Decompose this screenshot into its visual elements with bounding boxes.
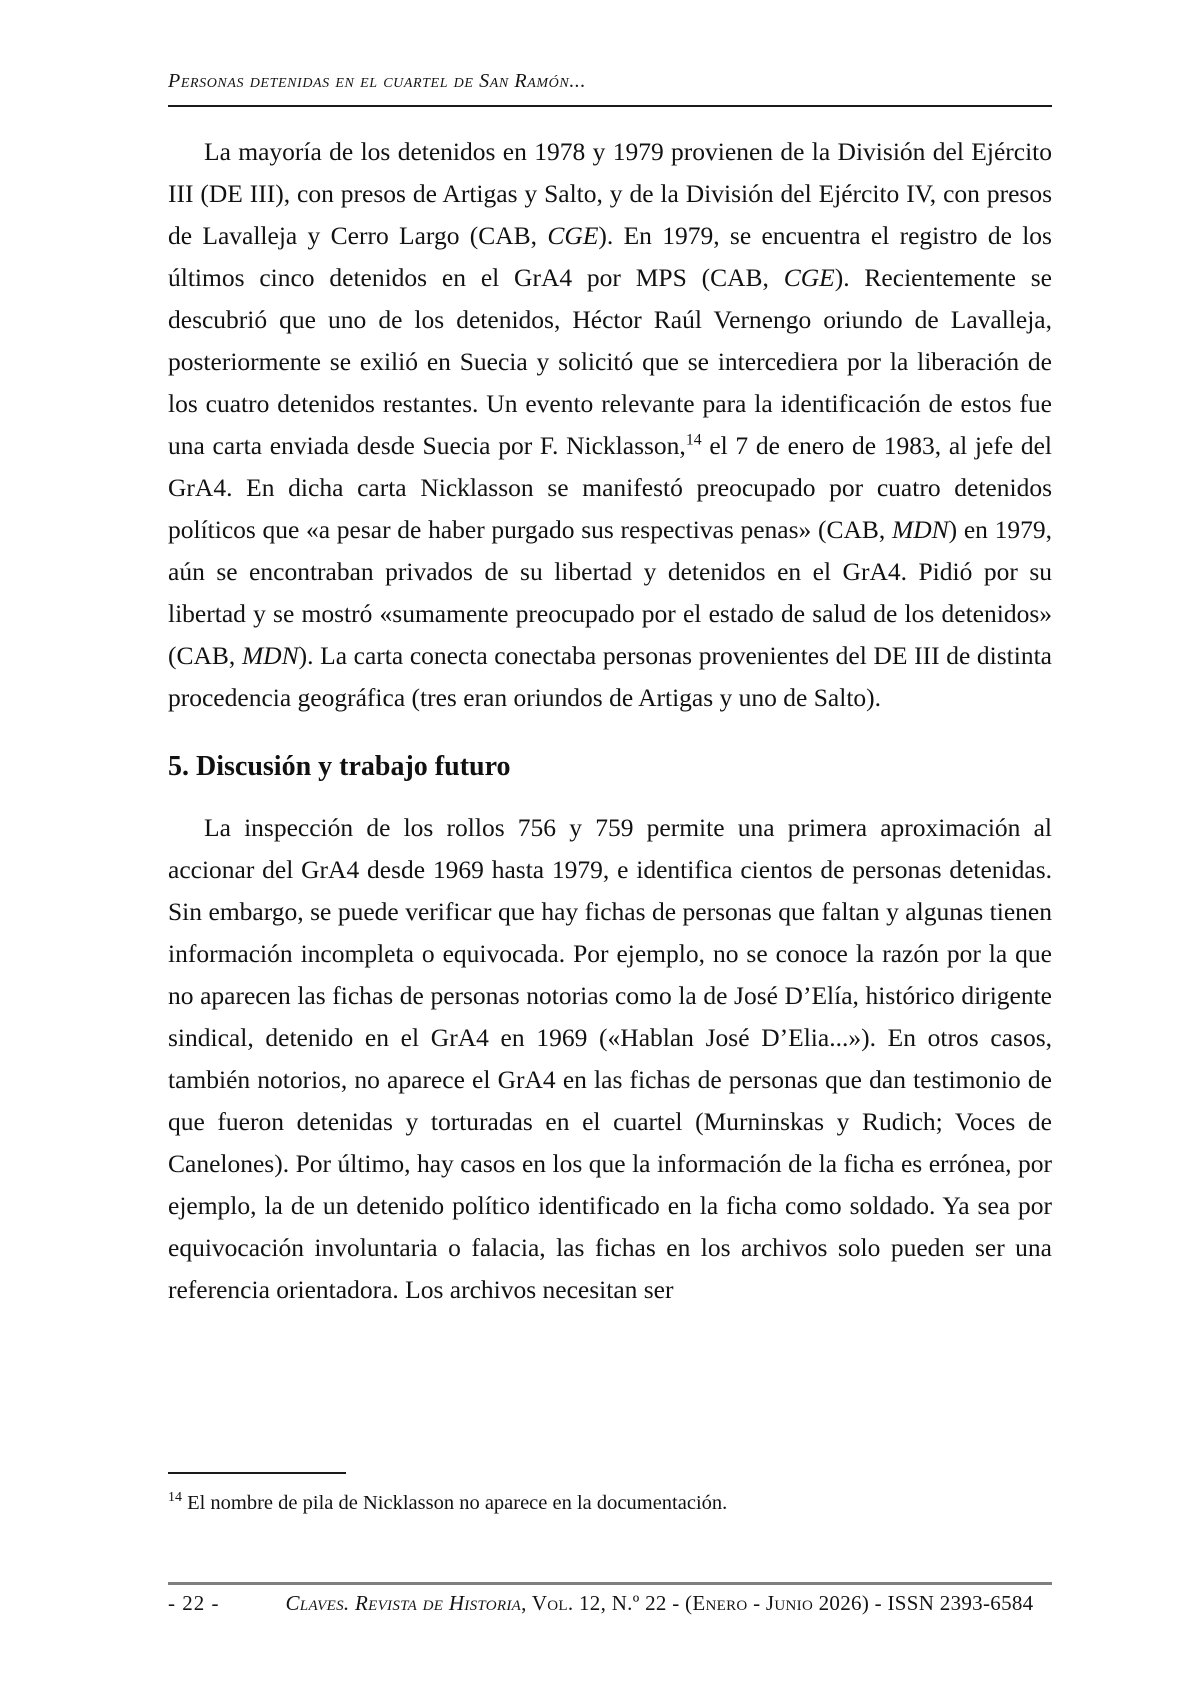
footnote-marker: 14 — [168, 1490, 182, 1506]
footer-line — [168, 1591, 1052, 1616]
journal-title: Claves. Revista de Historia — [285, 1591, 522, 1615]
footer-citation — [286, 1591, 1034, 1616]
footnote-14 — [168, 1490, 1052, 1517]
section-heading-discusion: 5. Discusión y trabajo futuro — [168, 751, 511, 782]
footnote-area — [168, 1472, 1052, 1517]
header-divider — [168, 105, 1052, 107]
paragraph-detenidos-1978-1979: La mayoría de los detenidos en 1978 y 1979 provienen de la División del Ejército III (DE III), con presos de Artigas y Salto, y de la División del Ejército IV, con presos de Lavalleja y Cerro Largo (CAB, CGE). En 1979, se encuentra el registro de los últimos cinco detenidos en el GrA4 por MPS (CAB, CGE). Recientemente se descubrió que uno de los detenidos, Héctor Raúl Vernengo oriundo de Lavalleja, posteriormente se exilió en Suecia y solicitó que se intercediera por la liberación de los cuatro detenidos restantes. Un evento relevante para la identificación de estos fue una carta enviada desde Suecia por F. Nicklasson,$^{14}$ el 7 de enero de 1983, al jefe del GrA4. En dicha carta Nicklasson se manifestó preocupado por cuatro detenidos políticos que «a pesar de haber purgado sus respectivas penas» (CAB, MDN) en 1979, aún se encontraban privados de su libertad y detenidos en el GrA4. Pidió por su libertad y se mostró «sumamente preocupado por el estado de salud de los detenidos» (CAB, MDN). La carta conecta conectaba personas provenientes del DE III de distinta procedencia geográfica (tres eran oriundos de Artigas y uno de Salto). — [168, 137, 1053, 712]
page-number: - 22 - — [168, 1591, 220, 1615]
footnote-text: El nombre de pila de Nicklasson no aparece en la documentación. — [181, 1492, 728, 1514]
running-header-title: Personas detenidas en el cuartel de San Ramón... — [168, 70, 587, 92]
paragraph-inspeccion-rollos: La inspección de los rollos 756 y 759 permite una primera aproximación al accionar del GrA4 desde 1969 hasta 1979, e identifica cientos de personas detenidas. Sin embargo, se puede verificar que hay fichas de personas que faltan y algunas tienen información incompleta o equivocada. Por ejemplo, no se conoce la razón por la que no aparecen las fichas de personas notorias como la de José D’Elía, histórico dirigente sindical, detenido en el GrA4 en 1969 («Hablan José D’Elia...»). En otros casos, también notorios, no aparece el GrA4 en las fichas de personas que dan testimonio de que fueron detenidas y torturadas en el cuartel (Murninskas y Rudich; Voces de Canelones). Por último, hay casos en los que la información de la ficha es errónea, por ejemplo, la de un detenido político identificado en la ficha como soldado. Ya sea por equivocación involuntaria o falacia, las fichas en los archivos solo pueden ser una referencia orientadora. Los archivos necesitan ser — [168, 813, 1052, 1304]
page-content — [168, 70, 1052, 1311]
footer-divider — [168, 1582, 1052, 1585]
issue-info: , Vol. 12, N.º 22 - (Enero - Junio 2026) - ISSN 2393-6584 — [521, 1591, 1034, 1615]
page-footer — [168, 1582, 1052, 1616]
footnote-separator — [168, 1472, 346, 1474]
